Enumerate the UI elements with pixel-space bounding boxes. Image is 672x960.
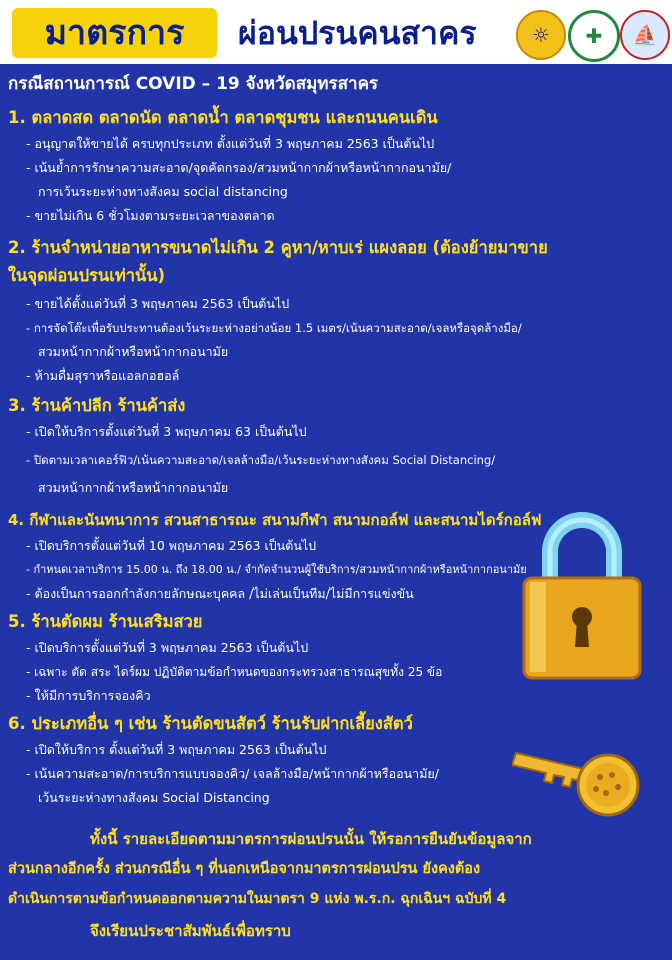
footer-line-2: ส่วนกลางอีกครั้ง ส่วนกรณีอื่น ๆ ที่นอกเหนือจากมาตรการผ่อนปรน ยังคงต้อง	[8, 861, 481, 877]
section-2-title-cont: ในจุดผ่อนปรนเท่านั้น)	[8, 266, 166, 285]
section-1-line-4: - ขายไม่เกิน 6 ชั่วโมงตามระยะเวลาของตลาด	[26, 204, 275, 228]
section-4-line-2: - กำหนดเวลาบริการ 15.00 น. ถึง 18.00 น./ จำกัดจำนวนผู้ใช้บริการ/สวมหน้ากากผ้าหรือหน้ากากอนามัย	[26, 558, 527, 582]
footer-line-4: จึงเรียนประชาสัมพันธ์เพื่อทราบ	[90, 922, 291, 940]
section-4-title: 4. กีฬาและนันทนาการ สวนสาธารณะ สนามกีฬา สนามกอล์ฟ และสนามไดร์กอล์ฟ	[8, 511, 542, 529]
section-4-line-1: - เปิดบริการตั้งแต่วันที่ 10 พฤษภาคม 2563 เป็นต้นไป	[26, 534, 316, 558]
ministry-of-public-health-icon: ✚	[568, 10, 620, 62]
section-1-line-3: การเว้นระยะห่างทางสังคม social distancing	[38, 184, 288, 199]
section-5-line-2: - เฉพาะ ตัด สระ ไดร์ผม ปฏิบัติตามข้อกำหนดของกระทรวงสาธารณสุขทั้ง 25 ข้อ	[26, 660, 442, 684]
section-6-line-1: - เปิดให้บริการ ตั้งแต่วันที่ 3 พฤษภาคม 2563 เป็นต้นไป	[26, 738, 326, 762]
section-4-line-3: - ต้องเป็นการออกกำลังกายลักษณะบุคคล /ไม่เล่นเป็นทีม/ไม่มีการแข่งขัน	[26, 582, 414, 606]
page-title: ผ่อนปรนคนสาคร	[238, 14, 477, 52]
section-2-title: 2. ร้านจำหน่ายอาหารขนาดไม่เกิน 2 คูหา/หาบเร่ แผงลอย (ต้องย้ายมาขาย	[8, 238, 548, 257]
title-badge: มาตรการ	[12, 8, 217, 58]
header-band	[0, 0, 672, 64]
section-6-line-2: - เน้นความสะอาด/การบริการแบบจองคิว/ เจลล้างมือ/หน้ากากผ้าหรืออนามัย/	[26, 762, 439, 786]
section-5-line-3: - ให้มีการบริการจองคิว	[26, 684, 151, 708]
padlock-icon	[520, 512, 644, 682]
footer-line-3: ดำเนินการตามข้อกำหนดออกตามความในมาตรา 9 แห่ง พ.ร.ก. ฉุกเฉินฯ ฉบับที่ 4	[8, 891, 507, 907]
section-5-title: 5. ร้านตัดผม ร้านเสริมสวย	[8, 612, 203, 631]
section-6-title: 6. ประเภทอื่น ๆ เช่น ร้านตัดขนสัตว์ ร้านรับฝากเลี้ยงสัตว์	[8, 714, 413, 733]
situation-heading: กรณีสถานการณ์ COVID – 19 จังหวัดสมุทรสาคร	[8, 74, 379, 94]
section-1-line-1: - อนุญาตให้ขายได้ ครบทุกประเภท ตั้งแต่วันที่ 3 พฤษภาคม 2563 เป็นต้นไป	[26, 132, 434, 156]
section-1-title: 1. ตลาดสด ตลาดนัด ตลาดน้ำ ตลาดชุมชน และถนนคนเดิน	[8, 108, 438, 127]
province-seal-icon: ☼	[516, 10, 566, 60]
section-5-line-1: - เปิดบริการตั้งแต่วันที่ 3 พฤษภาคม 2563 เป็นต้นไป	[26, 636, 308, 660]
section-2-line-1: - ขายได้ตั้งแต่วันที่ 3 พฤษภาคม 2563 เป็นต้นไป	[26, 292, 289, 316]
section-2-line-3: สวมหน้ากากผ้าหรือหน้ากากอนามัย	[38, 344, 229, 359]
section-2-line-2: - การจัดโต๊ะเพื่อรับประทานต้องเว้นระยะห่างอย่างน้อย 1.5 เมตร/เน้นความสะอาด/เจลหรือจุดล้างมือ/	[26, 316, 522, 340]
golden-key-icon	[512, 735, 642, 825]
section-6-line-3: เว้นระยะห่างทางสังคม Social Distancing	[38, 790, 270, 805]
section-3-line-3: สวมหน้ากากผ้าหรือหน้ากากอนามัย	[38, 480, 229, 495]
section-3-line-2: - ปิดตามเวลาเคอร์ฟิว/เน้นความสะอาด/เจลล้างมือ/เว้นระยะห่างทางสังคม Social Distancing/	[26, 448, 495, 472]
footer-line-1: ทั้งนี้ รายละเอียดตามมาตรการผ่อนปรนนั้น ให้รอการยืนยันข้อมูลจาก	[90, 830, 532, 848]
section-2-line-4: - ห้ามดื่มสุราหรือแอลกอฮอล์	[26, 364, 179, 388]
section-3-title: 3. ร้านค้าปลีก ร้านค้าส่ง	[8, 396, 186, 415]
section-3-line-1: - เปิดให้บริการตั้งแต่วันที่ 3 พฤษภาคม 63 เป็นต้นไป	[26, 420, 307, 444]
samut-sakhon-junk-ship-icon: ⛵	[620, 10, 670, 60]
section-1-line-2: - เน้นย้ำการรักษาความสะอาด/จุดคัดกรอง/สวมหน้ากากผ้าหรือหน้ากากอนามัย/	[26, 156, 451, 180]
